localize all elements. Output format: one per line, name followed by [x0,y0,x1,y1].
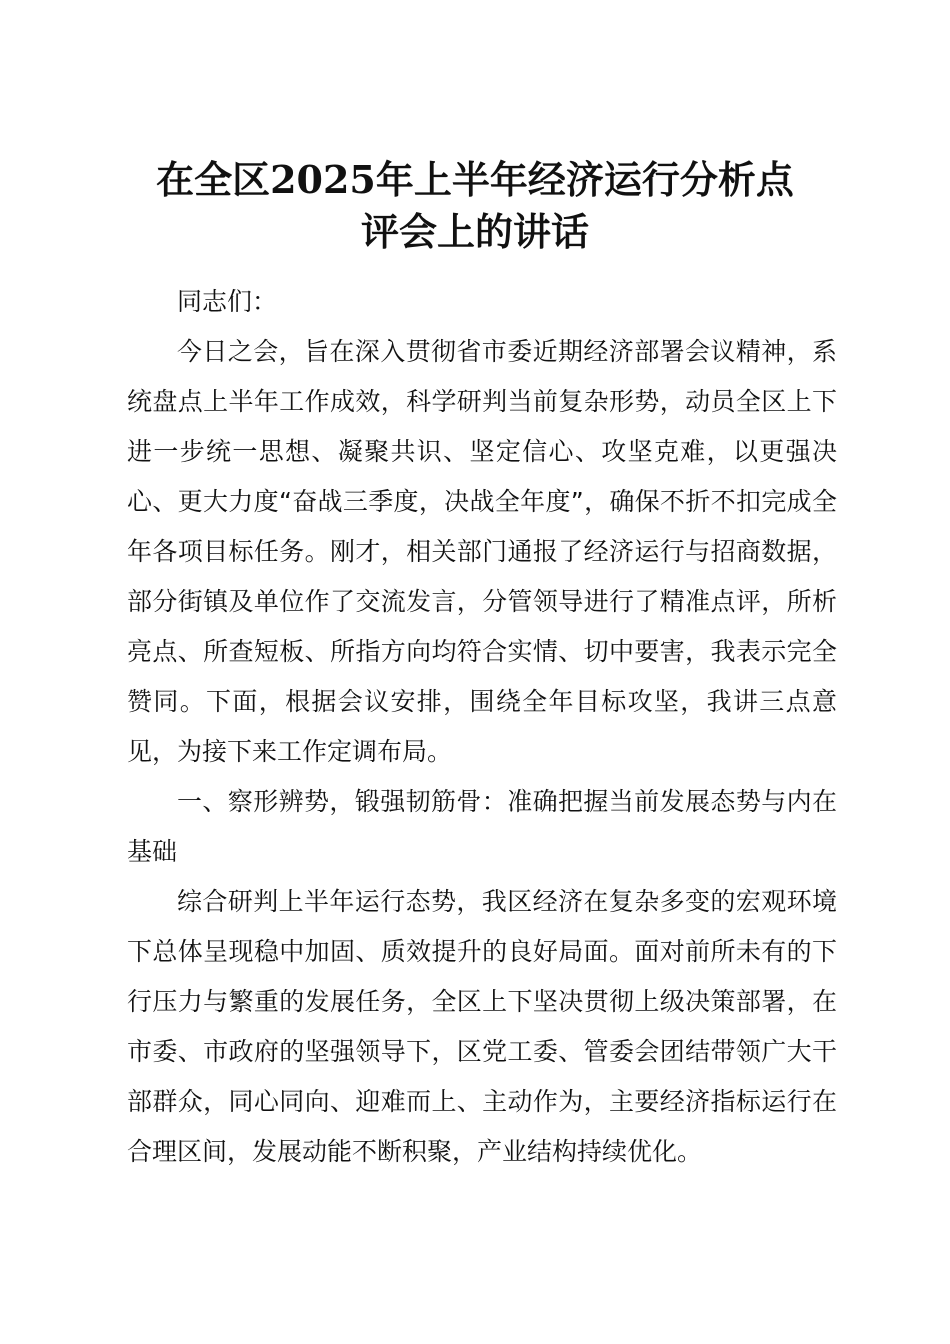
document-title-line-1: 在全区2025年上半年经济运行分析点 [156,157,794,202]
document-title-line-2: 评会上的讲话 [360,209,589,254]
section-1-heading: 一、察形辨势，锻强韧筋骨：准确把握当前发展态势与内在基础 [127,787,837,866]
document-body [127,277,837,1177]
paragraph-opening: 今日之会，旨在深入贯彻省市委近期经济部署会议精神，系统盘点上半年工作成效，科学研判当前复杂形势，动员全区上下进一步统一思想、凝聚共识、坚定信心、攻坚克难，以更强决心、更大力度“奋战三季度，决战全年度”，确保不折不扣完成全年各项目标任务。刚才，相关部门通报了经济运行与招商数据，部分街镇及单位作了交流发言，分管领导进行了精准点评，所析亮点、所查短板、所指方向均符合实情、切中要害，我表示完全赞同。下面，根据会议安排，围绕全年目标攻坚，我讲三点意见，为接下来工作定调布局。 [127,337,837,766]
salutation: 同志们： [177,287,278,316]
paragraph-section-1: 综合研判上半年运行态势，我区经济在复杂多变的宏观环境下总体呈现稳中加固、质效提升的良好局面。面对前所未有的下行压力与繁重的发展任务，全区上下坚决贯彻上级决策部署，在市委、市政府的坚强领导下，区党工委、管委会团结带领广大干部群众，同心同向、迎难而上、主动作为，主要经济指标运行在合理区间，发展动能不断积聚，产业结构持续优化。 [127,887,837,1166]
